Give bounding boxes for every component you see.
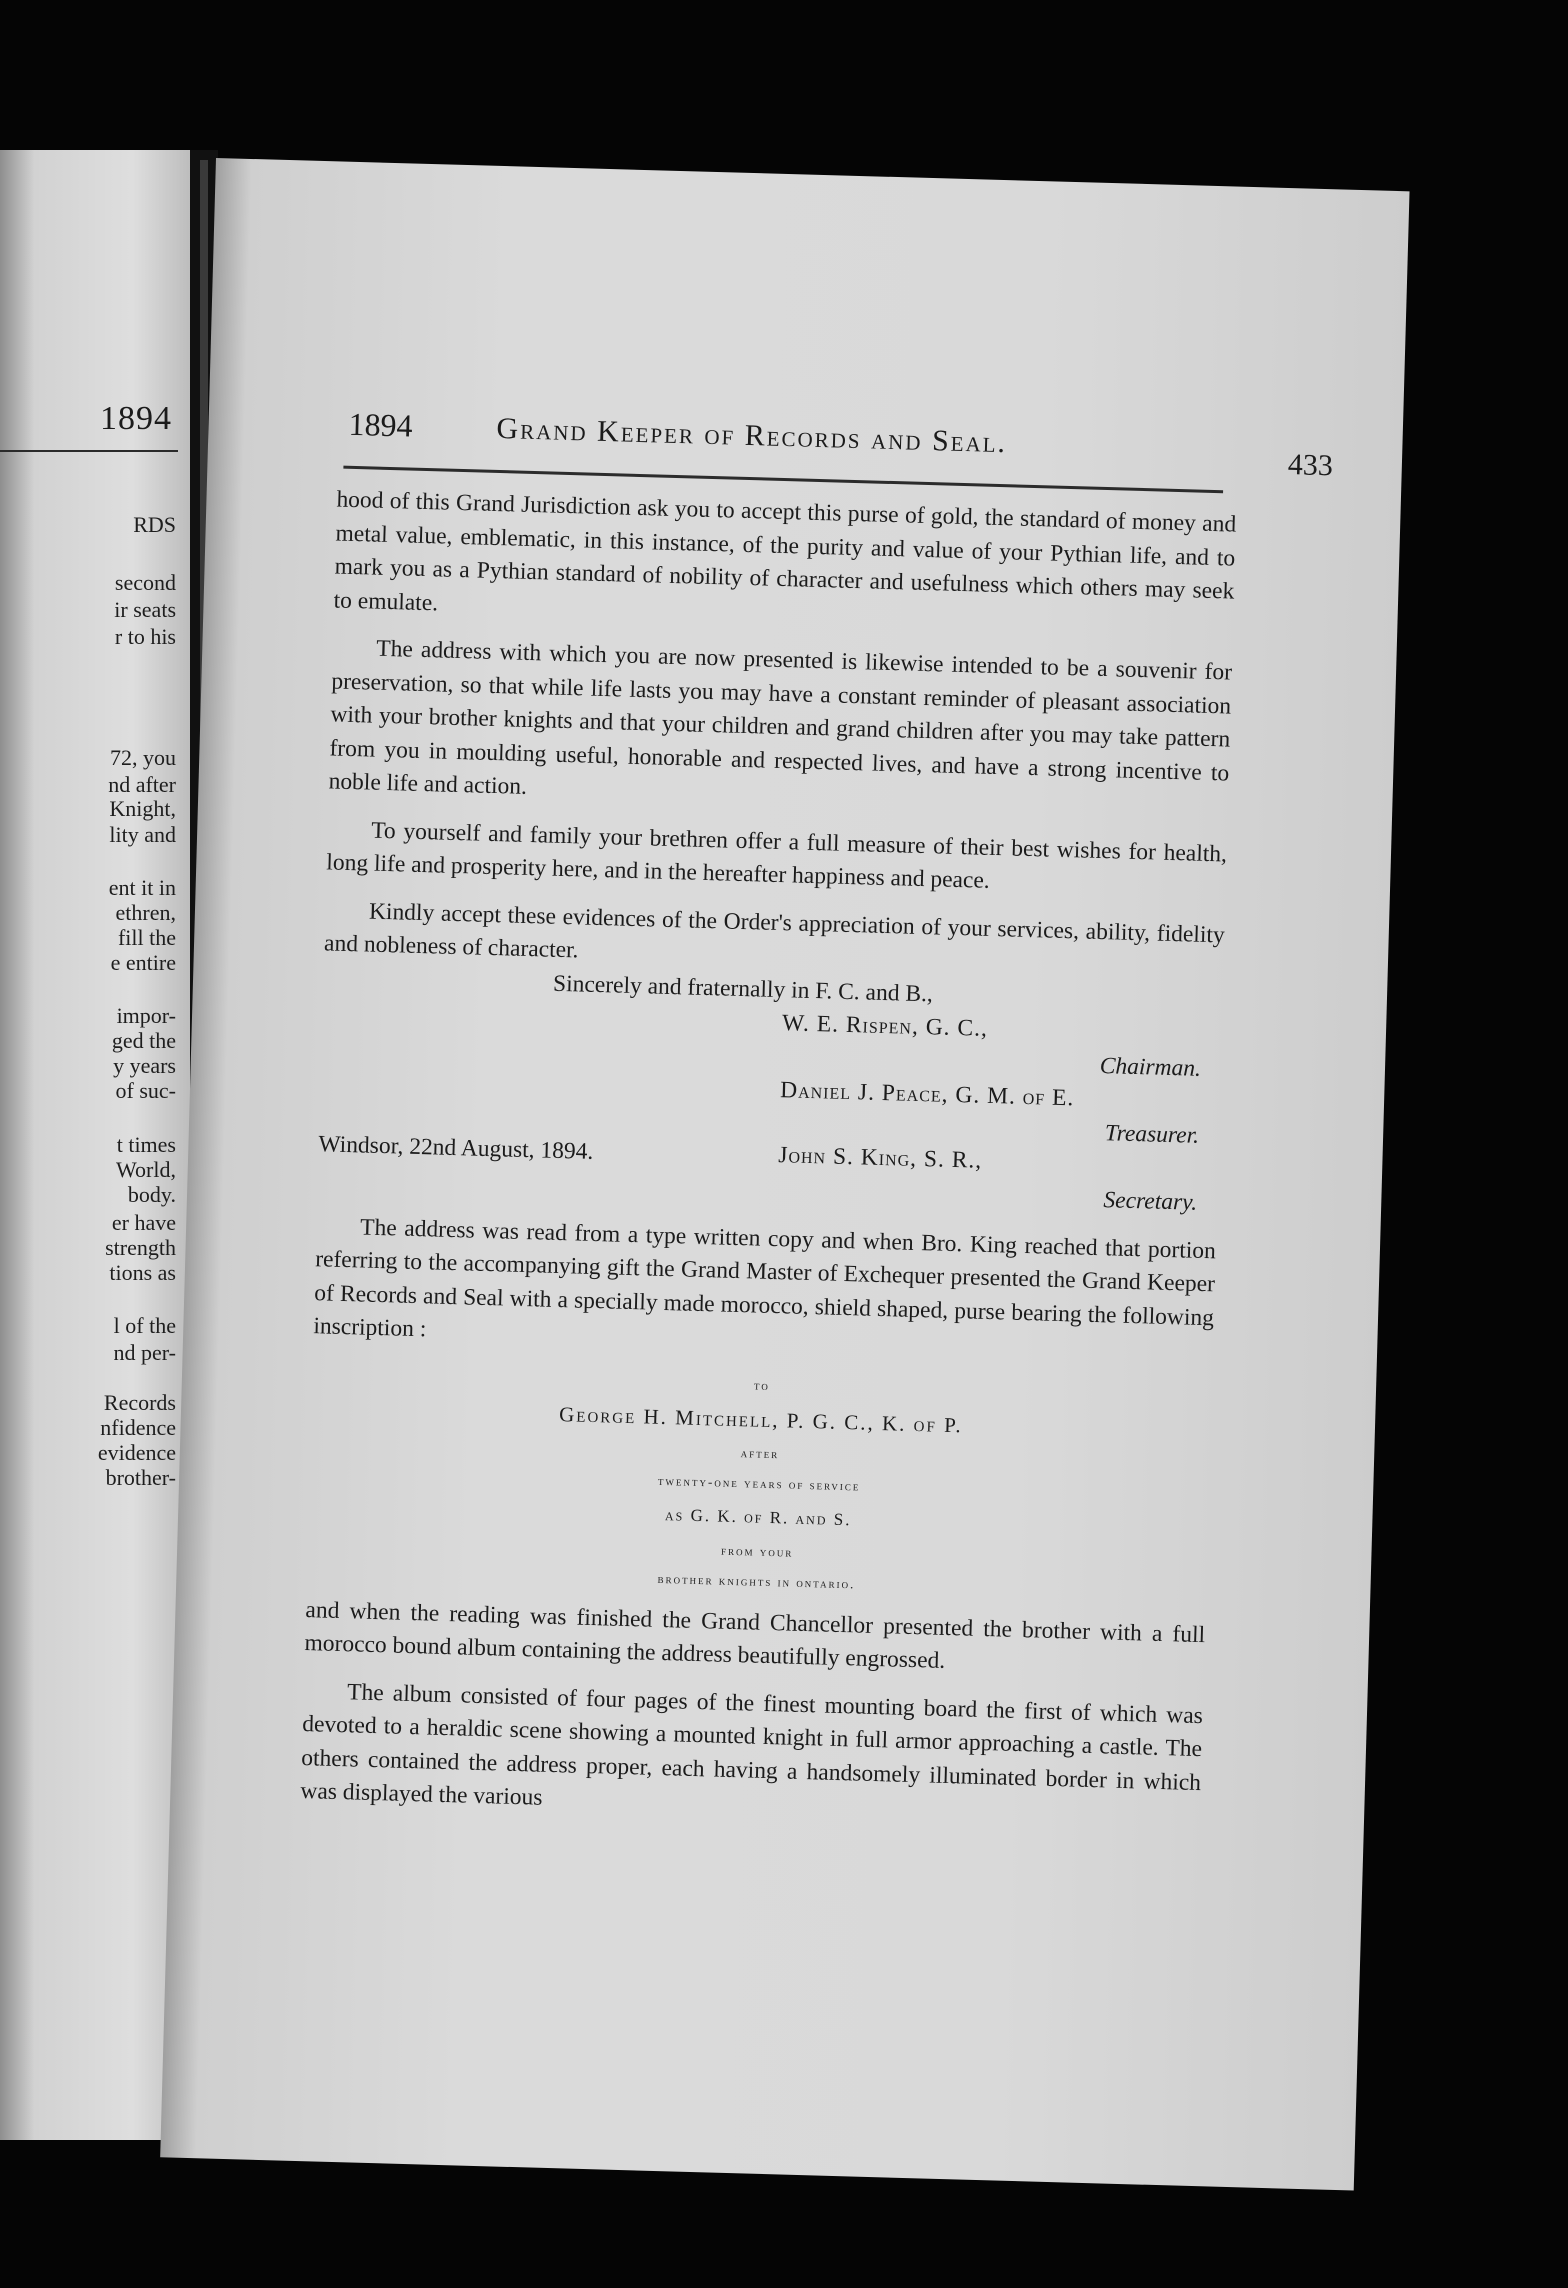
previous-page-fragment <box>0 150 190 2140</box>
signature-name: John S. King, S. R., <box>778 1142 983 1174</box>
previous-page-line: tions as <box>109 1260 176 1285</box>
inscription-line: twenty-one years of service <box>657 1472 861 1494</box>
signature-role: Treasurer. <box>1104 1119 1200 1149</box>
signature-name: W. E. Rispen, G. C., <box>781 1010 989 1042</box>
previous-page-line: fill the <box>117 925 176 950</box>
previous-page-line: nd per- <box>113 1340 176 1365</box>
previous-page-line: ir seats <box>114 597 176 622</box>
main-page <box>160 158 1409 2191</box>
inscription-line: as G. K. of R. and S. <box>664 1504 852 1529</box>
previous-page-line: e entire <box>110 950 176 975</box>
previous-page-line: lity and <box>109 822 176 847</box>
previous-page-line: of suc- <box>115 1078 176 1103</box>
previous-page-line: 72, you <box>110 745 176 770</box>
previous-page-line: er have <box>111 1210 176 1235</box>
running-head-title: Grand Keeper of Records and Seal. <box>496 411 1008 460</box>
inscription-line: after <box>740 1444 780 1461</box>
previous-page-line: t times <box>116 1132 176 1157</box>
dateline: Windsor, 22nd August, 1894. <box>318 1131 594 1165</box>
previous-page-line: r to his <box>114 624 176 649</box>
previous-page-line: evidence <box>97 1440 176 1465</box>
signature-role: Chairman. <box>1099 1052 1202 1082</box>
previous-page-line: body. <box>127 1182 176 1207</box>
previous-page-line: ent it in <box>108 875 176 900</box>
previous-page-line: strength <box>105 1235 176 1260</box>
previous-page-year: 1894 <box>100 400 172 437</box>
inscription-line: George H. Mitchell, P. G. C., K. of P. <box>558 1401 964 1437</box>
paragraph: hood of this Grand Jurisdiction ask you to accept this purse of gold, the standard of money and metal value, emblematic, in this instance, of the purity and value of your Pythian life, and to mark you as a Pythian standard of nobility of character and usefulness which others may seek to emulate. <box>333 486 1237 616</box>
purse-inscription <box>306 1358 1212 1609</box>
previous-page-line: y years <box>113 1053 176 1078</box>
paragraph: and when the reading was finished the Grand Chancellor presented the brother with a full morocco bound album containing the address beautifully engrossed. <box>304 1596 1206 1674</box>
previous-page-line: l of the <box>113 1313 176 1338</box>
previous-page-line: second <box>114 570 176 595</box>
paragraph: To yourself and family your brethren offer a full measure of their best wishes for health, long life and prosperity here, and in the hereafter happiness and peace. <box>326 817 1228 894</box>
paragraph: The address was read from a type written copy and when Bro. King reached that portion referring to the accompanying gift the Grand Master of Exchequer presented the Grand Keeper of Records and Seal with a specially made morocco, shield shaped, purse bearing the following inscription : <box>313 1213 1217 1343</box>
previous-page-line: Knight, <box>109 796 176 821</box>
previous-page-line: RDS <box>133 512 176 537</box>
running-head-year: 1894 <box>348 405 414 444</box>
signature-name: Daniel J. Peace, G. M. of E. <box>779 1077 1075 1112</box>
previous-page-line: Records <box>103 1390 176 1415</box>
signature-role: Secretary. <box>1103 1187 1198 1216</box>
closing-salutation: Sincerely and fraternally in F. C. and B., <box>552 970 934 1007</box>
previous-page-line: ged the <box>111 1028 176 1053</box>
previous-page-rule <box>0 450 178 452</box>
body-text <box>300 484 1237 1834</box>
page-number: 433 <box>1287 448 1334 483</box>
previous-page-line: brother- <box>105 1465 176 1490</box>
previous-page-line: nfidence <box>100 1415 176 1440</box>
inscription-line: from your <box>720 1542 794 1560</box>
paragraph: The album consisted of four pages of the finest mounting board the first of which was devoted to a heraldic scene showing a mounted knight in full armor approaching a castle. The others contained the address proper, each having a handsomely illuminated border in which was displayed the various <box>300 1678 1204 1811</box>
previous-page-line: nd after <box>108 772 176 797</box>
paragraph: The address with which you are now presented is likewise intended to be a souvenir for preservation, so that while life lasts you may have a constant reminder of pleasant association with your brother knights and that your children and grand children after you may take pattern from you in moulding useful, honorable and respected lives, and have a strong incentive to noble life and action. <box>328 635 1233 800</box>
previous-page-line: impor- <box>116 1003 176 1028</box>
inscription-line: to <box>753 1377 771 1393</box>
previous-page-line: World, <box>116 1157 176 1182</box>
running-head <box>348 402 1399 491</box>
inscription-line: brother knights in ontario. <box>657 1570 856 1591</box>
paragraph: Kindly accept these evidences of the Order's appreciation of your services, ability, fidelity and nobleness of character. <box>323 898 1226 964</box>
previous-page-line: ethren, <box>115 900 176 925</box>
